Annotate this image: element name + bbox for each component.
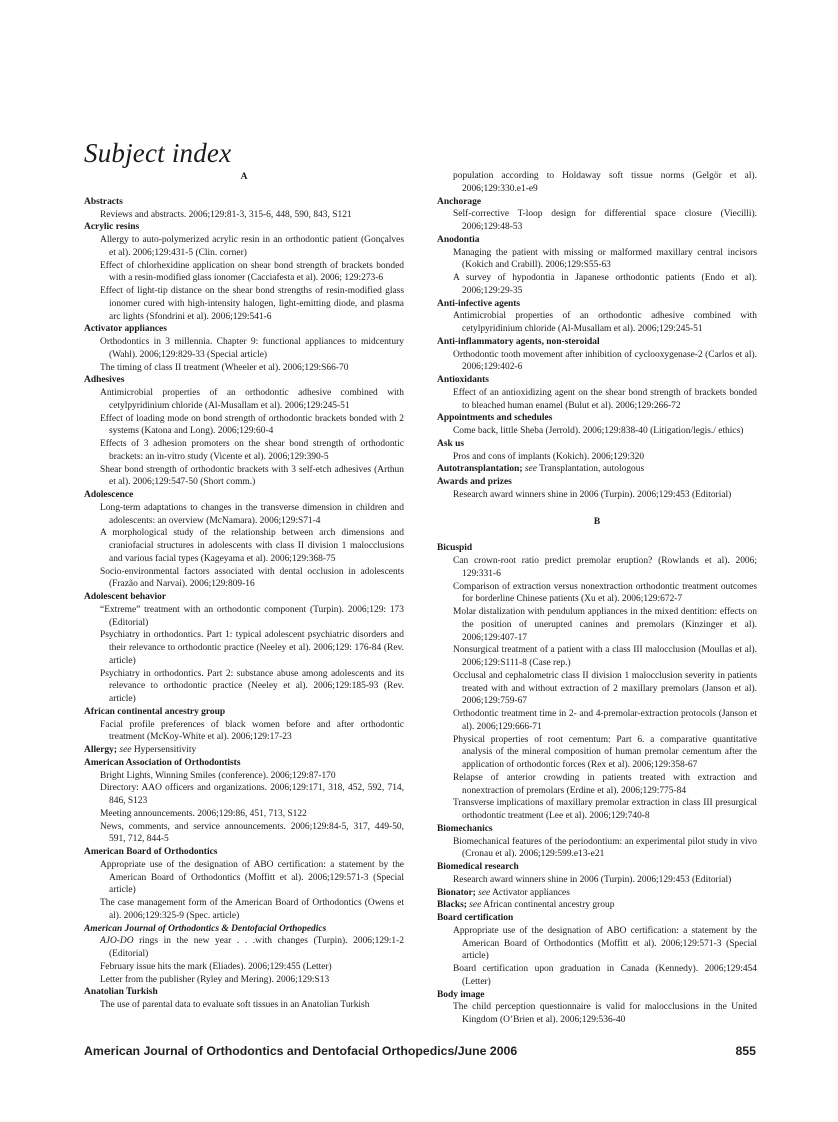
index-entry: Shear bond strength of orthodontic brackets with 3 self-etch adhesives (Arthun et al). 2006;129:547-50 (Short comm.) [100,464,404,488]
see-target: Hypersensitivity [133,745,197,755]
index-heading: Appointments and schedules [437,413,553,424]
index-entry: Self-corrective T-loop design for differential space closure (Viecilli). 2006;129:48-53 [453,209,757,232]
page-title: Subject index [84,138,232,169]
index-entry: Orthodontics in 3 millennia. Chapter 9: functional appliances to midcentury (Wahl). 2006;129:829-33 (Special article) [100,337,404,360]
index-heading: Anti-inflammatory agents, non-steroidal [437,336,600,347]
left-blocks [84,196,404,1012]
see-target: Activator appliances [492,887,570,898]
index-entry: “Extreme” treatment with an orthodontic component (Turpin). 2006;129: 173 (Editorial) [100,604,404,628]
index-entry: AJO-DO rings in the new year . . .with changes (Turpin). 2006;129:1-2 (Editorial) [100,936,404,959]
index-entry: Antimicrobial properties of an orthodontic adhesive combined with cetylpyridinium chloride (Al-Musallam et al). 2006;129:245-51 [453,311,757,334]
index-entry: Research award winners shine in 2006 (Turpin). 2006;129:453 (Editorial) [453,489,732,500]
index-heading: Adhesives [84,375,125,386]
index-heading: African continental ancestry group [84,706,226,717]
see-heading: Bionator; [437,887,476,898]
see-word: see [524,464,537,475]
footer-journal: American Journal of Orthodontics and Dentofacial Orthopedics/June 2006 [84,1044,518,1058]
index-entry: Effect of loading mode on bond strength of orthodontic brackets bonded with 2 systems (Katona and Long). 2006;129:60-4 [100,413,404,437]
index-see-reference [437,899,757,912]
section-letter-a: A [240,172,248,182]
section-letter-b: B [593,516,601,527]
index-entry: Comparison of extraction versus nonextraction orthodontic treatment outcomes for borderline Chinese patients (Xu et al). 2006;129:672-7 [453,581,757,605]
index-heading: Acrylic resins [84,222,140,233]
index-entry: News, comments, and service announcements. 2006;129:84-5, 317, 449-50, 591, 712, 844-5 [100,821,404,845]
index-entry: A morphological study of the relationship between arch dimensions and craniofacial structures in adolescents with class II division 1 malocclusions and various facial types (Kageyama et al). 2006;129:368-75 [100,528,404,564]
see-word: see [119,745,132,755]
index-entry: The timing of class II treatment (Wheeler et al). 2006;129:S66-70 [100,362,349,373]
index-entry: Pros and cons of implants (Kokich). 2006;129:320 [453,451,645,462]
index-heading: American Board of Orthodontics [84,847,218,857]
index-heading: Board certification [437,913,514,923]
index-entry: Allergy to auto-polymerized acrylic resin in an orthodontic patient (Gonçalves et al). 2006;129:431-5 (Clin. corner) [100,235,404,258]
index-entry: Relapse of anterior crowding in patients treated with extraction and nonextraction of premolars (Erdine et al). 2006;129:775-84 [453,772,757,796]
index-heading: Antioxidants [437,375,489,385]
index-entry: The case management form of the American Board of Orthodontics (Owens et al). 2006;129:325-9 (Spec. article) [100,898,404,921]
index-heading: American Journal of Orthodontics & Dentofacial Orthopedics [84,923,327,934]
index-entry: February issue hits the mark (Eliades). 2006;129:455 (Letter) [100,961,332,972]
index-heading: Ask us [437,438,465,449]
index-see-reference [437,887,757,900]
index-entry: Come back, little Sheba (Jerrold). 2006;129:838-40 (Litigation/legis./ ethics) [453,426,744,436]
journal-abbreviation: AJO-DO [100,936,134,947]
index-see-reference [437,463,757,476]
index-entry: Occlusal and cephalometric class II division 1 malocclusion severity in patients treated with and without extraction of 2 maxillary premolars (Janson et al). 2006;129:759-67 [453,670,757,707]
index-column-left [84,170,404,1012]
right-blocks-b [437,542,757,1027]
index-entry: Long-term adaptations to changes in the transverse dimension in children and adolescents: an overview (McNamara). 2006;129:S71-4 [100,502,404,526]
index-entry: Psychiatry in orthodontics. Part 1: typical adolescent psychiatric disorders and their relevance to orthodontic practice (Neeley et al). 2006;129: 176-84 (Rev. article) [100,630,404,666]
index-entry: A survey of hypodontia in Japanese orthodontic patients (Endo et al). 2006;129:29-35 [453,273,757,296]
index-entry: The child perception questionnaire is valid for malocclusions in the United Kingdom (O’Brien et al). 2006;129:536-40 [453,1002,757,1025]
index-entry: Can crown-root ratio predict premolar eruption? (Rowlands et al). 2006; 129:331-6 [453,556,757,579]
index-entry: Effect of an antioxidizing agent on the shear bond strength of brackets bonded to bleached human enamel (Bulut et al). 2006;129:266-72 [453,387,757,411]
see-heading: Allergy; [84,745,118,755]
index-entry: Orthodontic treatment time in 2- and 4-premolar-extraction protocols (Janson et al). 2006;129:666-71 [453,709,757,732]
index-heading: Awards and prizes [437,477,512,487]
index-entry: Research award winners shine in 2006 (Turpin). 2006;129:453 (Editorial) [453,874,732,885]
see-heading: Autotransplantation; [437,464,523,475]
index-entry: Directory: AAO officers and organizations. 2006;129:171, 318, 452, 592, 714, 846, S123 [100,783,404,806]
index-heading: Bicuspid [437,543,473,554]
index-entry: Reviews and abstracts. 2006;129:81-3, 315-6, 448, 590, 843, S121 [100,209,352,220]
index-entry: Biomechanical features of the periodontium: an experimental pilot study in vivo (Cronau et al). 2006;129:599.e13-e21 [453,836,757,860]
index-entry: Nonsurgical treatment of a patient with a class III malocclusion (Moullas et al). 2006;129:S111-8 (Case rep.) [453,645,757,668]
index-entry: Facial profile preferences of black women before and after orthodontic treatment (McKoy-White et al). 2006;129:17-23 [100,719,404,743]
page-number: 855 [735,1044,756,1058]
index-entry: Appropriate use of the designation of ABO certification: a statement by the American Board of Orthodontics (Moffitt et al). 2006;129:571-3 (Special article) [100,859,404,896]
index-entry: Molar distalization with pendulum appliances in the mixed dentition: effects on the position of unerupted canines and premolars (Kinzinger et al). 2006;129:407-17 [453,607,757,643]
see-target: Transplantation, autologous [539,464,645,475]
index-heading: Adolescence [84,490,134,500]
see-target: African continental ancestry group [483,900,615,911]
index-entry: Meeting announcements. 2006;129:86, 451, 713, S122 [100,808,307,819]
index-heading: Anodontia [437,234,480,245]
index-entry: Letter from the publisher (Ryley and Mering). 2006;129:S13 [100,974,330,985]
index-entry: Transverse implications of maxillary premolar extraction in class III presurgical orthodontic treatment (Lee et al). 2006;129:740-8 [453,798,757,821]
index-entry: Board certification upon graduation in Canada (Kennedy). 2006;129:454 (Letter) [453,964,757,987]
index-entry: Socio-environmental factors associated with dental occlusion in adolescents (Frazão and Narvai). 2006;129:809-16 [100,566,404,590]
see-word: see [469,900,482,911]
index-heading: Anti-infective agents [437,298,521,309]
index-heading: Abstracts [84,196,123,207]
index-entry-continuation: population according to Holdaway soft tissue norms (Gelgör et al). 2006;129:330.e1-e9 [453,171,757,194]
index-entry: Orthodontic tooth movement after inhibition of cyclooxygenase-2 (Carlos et al). 2006;129:402-6 [453,349,757,373]
index-heading: Biomedical research [437,862,519,872]
index-see-reference [84,744,404,757]
index-entry: Effect of light-tip distance on the shear bond strengths of resin-modified glass ionomer cured with high-intensity halogen, light-emitting diode, and plasma arc lights (Sfondrini et al). 2006;129:541-6 [100,286,404,322]
index-entry: The use of parental data to evaluate soft tissues in an Anatolian Turkish [100,1000,370,1010]
see-heading: Blacks; [437,900,467,911]
index-heading: Anatolian Turkish [84,987,158,998]
index-heading: Anchorage [437,196,482,207]
index-heading: Biomechanics [437,823,493,834]
index-entry: Bright Lights, Winning Smiles (conference). 2006;129:87-170 [100,770,336,781]
index-column-right [437,170,757,1027]
index-entry: Managing the patient with missing or malformed maxillary central incisors (Kokich and Crabill). 2006;129:S55-63 [453,247,757,271]
index-heading: Body image [437,989,485,1000]
index-entry: Antimicrobial properties of an orthodontic adhesive combined with cetylpyridinium chloride (Al-Musallam et al). 2006;129:245-51 [100,388,404,411]
index-heading: Adolescent behavior [84,592,167,602]
right-blocks-a [437,196,757,502]
see-word: see [478,887,491,898]
index-entry: Effect of chlorhexidine application on shear bond strength of brackets bonded with a resin-modified glass ionomer (Cacciafesta et al). 2006; 129:273-6 [100,260,404,284]
index-entry: Physical properties of root cementum: Part 6. a comparative quantitative analysis of the mineral composition of human premolar cementum after the application of orthodontic forces (Rex et al). 2006;129:358-67 [453,734,757,770]
page-footer [84,1044,756,1058]
index-entry: Appropriate use of the designation of ABO certification: a statement by the American Board of Orthodontics (Moffitt et al). 2006;129:571-3 (Special article) [453,925,757,962]
index-entry: Psychiatry in orthodontics. Part 2: substance abuse among adolescents and its relevance to orthodontic practice (Neeley et al). 2006;129:185-93 (Rev. article) [100,668,404,704]
index-heading: Activator appliances [84,324,167,335]
index-heading: American Association of Orthodontists [84,757,241,768]
index-entry: Effects of 3 adhesion promoters on the shear bond strength of orthodontic brackets: an in-vitro study (Vicente et al). 2006;129:390-5 [100,439,404,462]
